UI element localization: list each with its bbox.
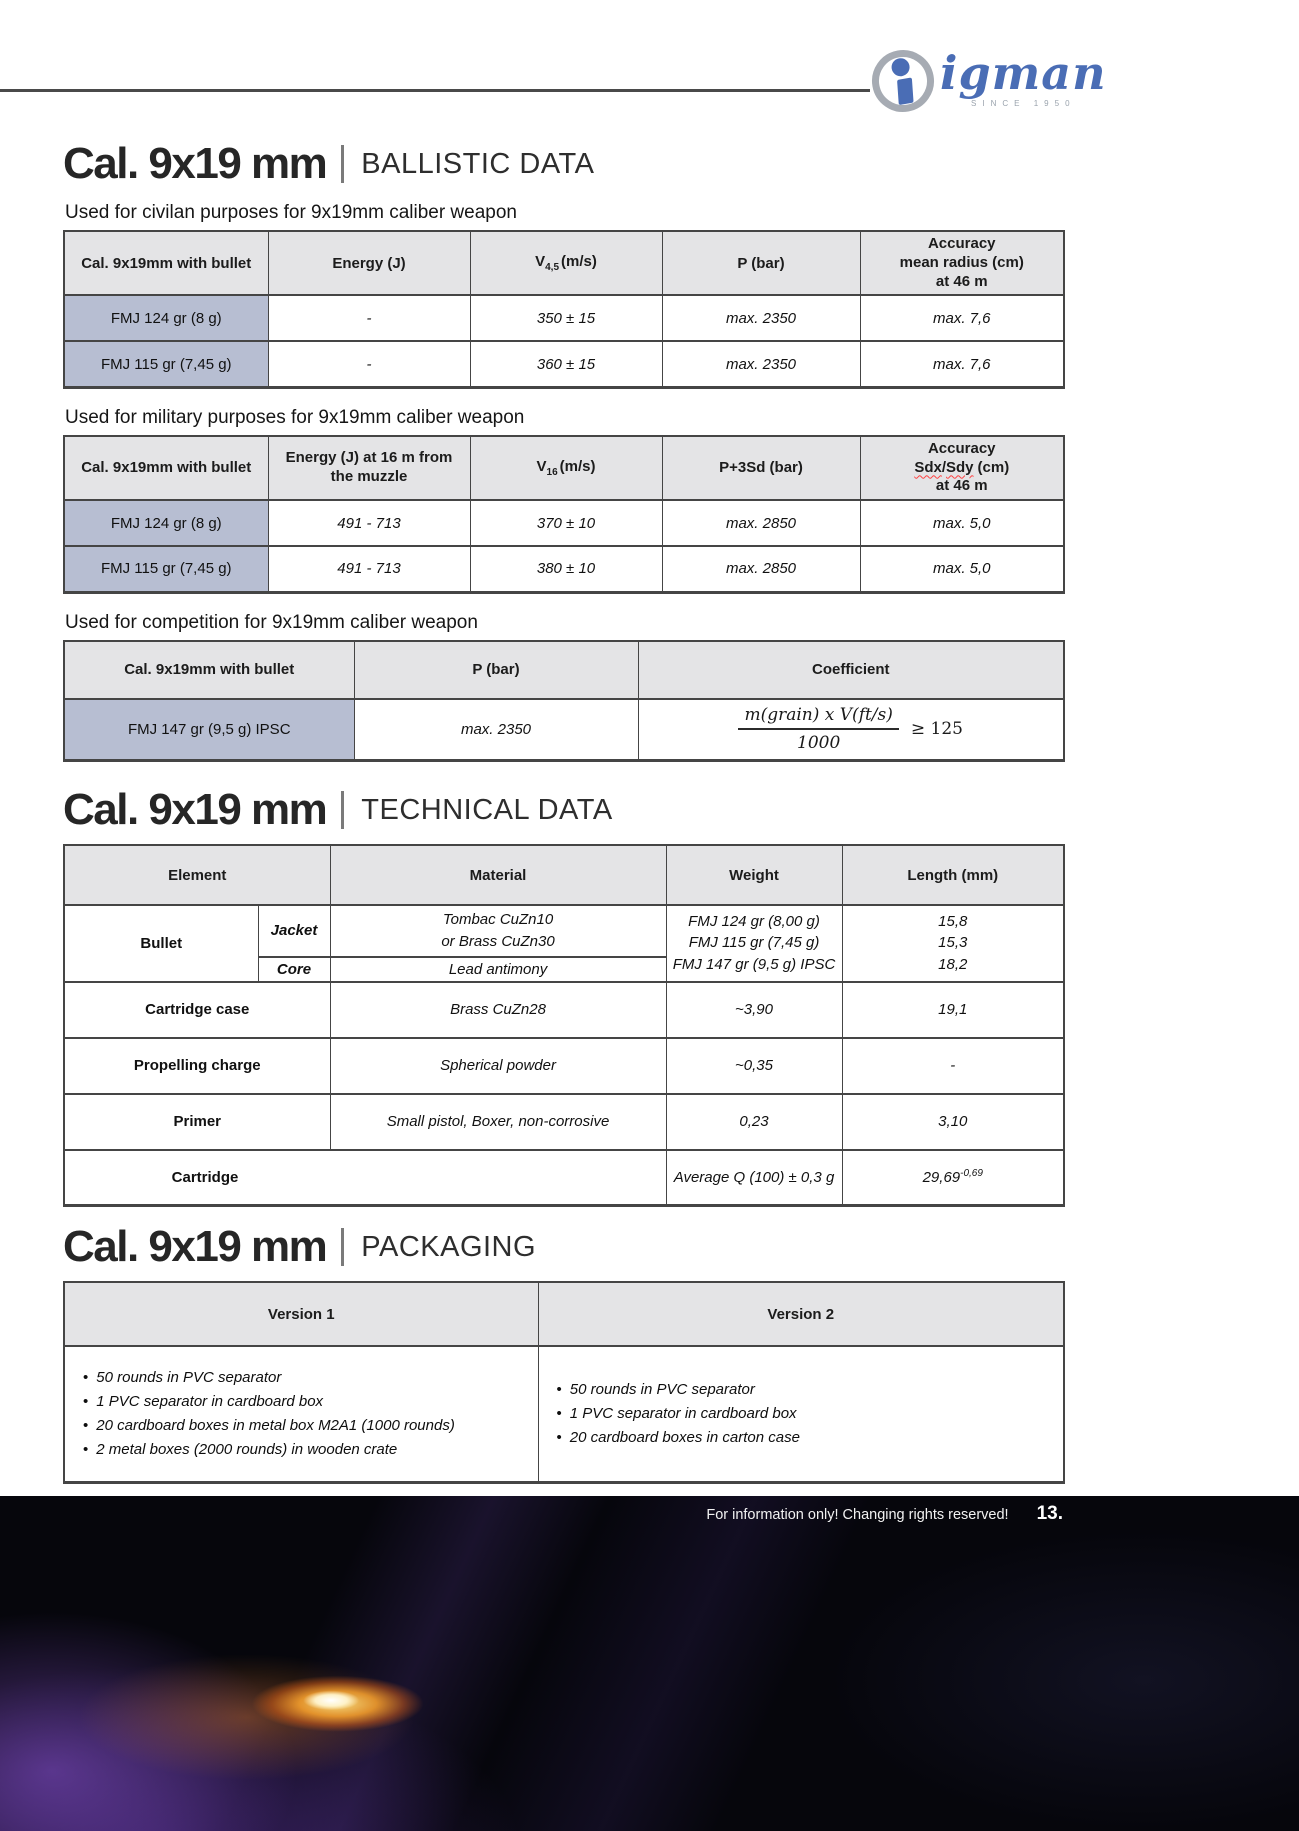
energy-cell: - [268,341,470,387]
col-header-bullet: Cal. 9x19mm with bullet [64,436,268,500]
accuracy-cell: max. 5,0 [860,500,1064,546]
table-row [64,699,1064,761]
col-header-length: Length (mm) [842,845,1064,905]
packaging-item: • 50 rounds in PVC separator [557,1378,1058,1402]
velocity-cell: 360 ± 15 [470,341,662,387]
element-cell: Bullet [64,905,258,982]
table-header-row [64,231,1064,295]
weight-cell: Average Q (100) ± 0,3 g [666,1150,842,1206]
bullet-type-cell: FMJ 124 gr (8 g) [64,500,268,546]
caption-military: Used for military purposes for 9x19mm caliber weapon [65,406,525,428]
col-header-accuracy: Accuracy mean radius (cm) at 46 m [860,231,1064,295]
pressure-cell: max. 2850 [662,500,860,546]
footer-note: For information only! Changing rights reserved! [706,1507,1009,1523]
heading-divider [341,145,344,183]
version1-list [71,1366,532,1462]
footer-photo-strip [0,1496,1299,1831]
weight-cell: 0,23 [666,1094,842,1150]
table-row [64,546,1064,592]
col-header-element: Element [64,845,330,905]
page-content [63,140,1063,1484]
bullet-type-cell: FMJ 147 gr (9,5 g) IPSC [64,699,354,761]
velocity-cell: 350 ± 15 [470,295,662,341]
packaging-item: • 20 cardboard boxes in carton case [557,1426,1058,1450]
material-cell: Small pistol, Boxer, non-corrosive [330,1094,666,1150]
brand-logo [872,46,1107,112]
section-title: Cal. 9x19 mm [63,139,327,188]
col-header-coefficient: Coefficient [638,641,1064,699]
col-header-bullet: Cal. 9x19mm with bullet [64,231,268,295]
accuracy-cell: max. 7,6 [860,295,1064,341]
sdx-sdy-line: Sdx/Sdy (cm) [914,458,1010,476]
sub-element-cell: Jacket [258,905,330,957]
col-header-velocity: $V_{16}$ (m/s) [470,436,662,500]
table-row [64,500,1064,546]
caption-competition: Used for competition for 9x19mm caliber weapon [65,611,478,633]
version1-cell [64,1346,538,1482]
weight-cell: ~3,90 [666,982,842,1038]
packaging-item: • 20 cardboard boxes in metal box M2A1 (1000 rounds) [83,1414,532,1438]
length-cell: 3,10 [842,1094,1064,1150]
brand-name: igman [940,46,1107,101]
energy-cell: 491 - 713 [268,546,470,592]
col-header-pressure: P (bar) [354,641,638,699]
element-cell: Cartridge [64,1150,666,1206]
pressure-cell: max. 2350 [662,341,860,387]
table-row [64,1038,1064,1094]
length-cell: 19,1 [842,982,1064,1038]
section-title: Cal. 9x19 mm [63,1222,327,1271]
section-heading-ballistic [63,140,1063,188]
header-rule [0,89,870,92]
bullet-type-cell: FMJ 115 gr (7,45 g) [64,546,268,592]
brand-tagline: SINCE 1950 [971,98,1076,108]
sub-element-cell: Core [258,957,330,982]
packaging-item: • 1 PVC separator in cardboard box [83,1390,532,1414]
col-header-velocity: $V_{4,5}$ (m/s) [470,231,662,295]
table-row [64,1150,1064,1206]
bullet-type-cell: FMJ 115 gr (7,45 g) [64,341,268,387]
table-header-row [64,641,1064,699]
material-cell: Brass CuZn28 [330,982,666,1038]
technical-data-table [63,844,1065,1207]
logo-text-wrap [940,46,1107,108]
formula-fraction [738,705,898,753]
col-header-bullet: Cal. 9x19mm with bullet [64,641,354,699]
competition-ballistic-table [63,640,1065,763]
col-header-pressure: P (bar) [662,231,860,295]
pressure-cell: max. 2850 [662,546,860,592]
logo-circle-i-icon [867,45,939,117]
civilian-ballistic-table [63,230,1065,389]
caption-civilian: Used for civilan purposes for 9x19mm caliber weapon [65,202,517,223]
material-cell: Tombac CuZn10 or Brass CuZn30 [330,905,666,957]
weight-cell: FMJ 124 gr (8,00 g) FMJ 115 gr (7,45 g) FMJ 147 gr (9,5 g) IPSC [666,905,842,982]
packaging-item: • 1 PVC separator in cardboard box [557,1402,1058,1426]
col-header-energy: Energy (J) at 16 m from the muzzle [268,436,470,500]
energy-cell: - [268,295,470,341]
version2-list [545,1378,1058,1450]
table-row [64,295,1064,341]
table-row [64,1094,1064,1150]
energy-cell: 491 - 713 [268,500,470,546]
formula-condition: ≥ 125 [910,719,964,740]
pressure-cell: max. 2350 [354,699,638,761]
element-cell: Primer [64,1094,330,1150]
bullet-jacket-row [64,905,1064,957]
section-heading-packaging [63,1223,1063,1271]
material-cell: Lead antimony [330,957,666,982]
logo-i-stem [897,77,914,105]
col-header-version2: Version 2 [538,1282,1064,1346]
length-cell: 15,8 15,3 18,2 [842,905,1064,982]
velocity-cell: 370 ± 10 [470,500,662,546]
table-header-row [64,1282,1064,1346]
table-row [64,341,1064,387]
table-row [64,1346,1064,1482]
formula-numerator: m(grain) x V(ft/s) [738,705,898,730]
col-header-accuracy: Accuracy Sdx/Sdy (cm) at 46 m [860,436,1064,500]
element-cell: Cartridge case [64,982,330,1038]
section-subtitle: TECHNICAL DATA [361,794,613,826]
section-subtitle: BALLISTIC DATA [361,148,595,180]
coefficient-formula [645,705,1058,753]
logo-i-dot [890,57,911,78]
military-ballistic-table [63,435,1065,594]
table-header-row [64,436,1064,500]
formula-denominator: 1000 [797,733,841,754]
pressure-cell: max. 2350 [662,295,860,341]
packaging-item: • 50 rounds in PVC separator [83,1366,532,1390]
velocity-cell: 380 ± 10 [470,546,662,592]
length-cell: - [842,1038,1064,1094]
col-header-version1: Version 1 [64,1282,538,1346]
packaging-item: • 2 metal boxes (2000 rounds) in wooden crate [83,1438,532,1462]
length-cell: $29,69^{-0,69}$ [842,1150,1064,1206]
packaging-table [63,1281,1065,1484]
heading-divider [341,791,344,829]
table-header-row [64,845,1064,905]
col-header-material: Material [330,845,666,905]
col-header-weight: Weight [666,845,842,905]
page-number: 13. [1036,1503,1063,1524]
bullet-type-cell: FMJ 124 gr (8 g) [64,295,268,341]
element-cell: Propelling charge [64,1038,330,1094]
table-row [64,982,1064,1038]
accuracy-cell: max. 7,6 [860,341,1064,387]
section-heading-technical [63,786,1063,834]
footer-meta [706,1503,1063,1525]
version2-cell [538,1346,1064,1482]
coefficient-cell [638,699,1064,761]
heading-divider [341,1228,344,1266]
col-header-energy: Energy (J) [268,231,470,295]
material-cell: Spherical powder [330,1038,666,1094]
section-title: Cal. 9x19 mm [63,785,327,834]
section-subtitle: PACKAGING [361,1231,537,1263]
col-header-pressure: P+3Sd (bar) [662,436,860,500]
accuracy-cell: max. 5,0 [860,546,1064,592]
weight-cell: ~0,35 [666,1038,842,1094]
